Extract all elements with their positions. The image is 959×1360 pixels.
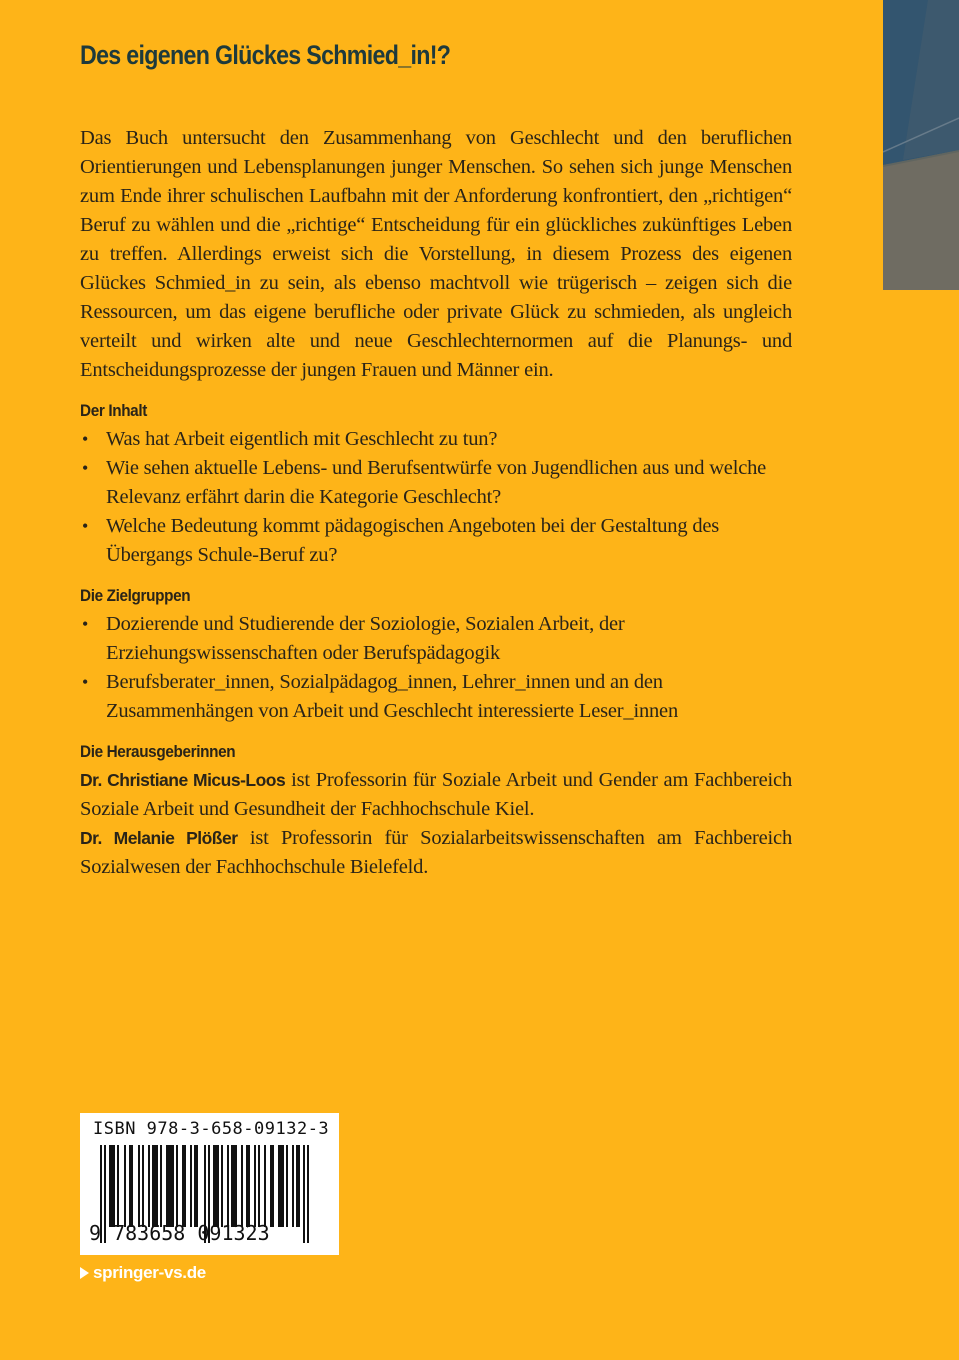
isbn-barcode [80, 1113, 339, 1255]
content-list-item: • Was hat Arbeit eigentlich mit Geschlecht zu tun? [80, 425, 792, 454]
editor-bio [80, 824, 792, 882]
back-cover-text [80, 124, 792, 882]
content-list-item: • Welche Bedeutung kommt pädagogischen Angeboten bei der Gestaltung des Übergangs Schule-Beruf zu? [80, 512, 792, 570]
cover-corner-decoration [883, 0, 959, 290]
publisher-website-link[interactable] [80, 1263, 206, 1283]
website-label: springer-vs.de [93, 1263, 206, 1282]
barcode-digits: 9 783658 091323 [89, 1221, 270, 1245]
editors-heading: Die Herausgeberinnen [80, 742, 236, 761]
content-list [80, 425, 792, 570]
audience-list-item: • Dozierende und Studierende der Soziologie, Sozialen Arbeit, der Erziehungswissenschaften oder Berufspädagogik [80, 610, 792, 668]
audience-list [80, 610, 792, 726]
play-arrow-icon [80, 1267, 89, 1279]
editor-description: ist Professorin für Sozialarbeitswissenschaften am Fachbereich Sozialwesen der Fachhochschule Bielefeld. [80, 827, 792, 878]
book-title: Des eigenen Glückes Schmied_in!? [80, 40, 451, 70]
isbn-label: ISBN 978-3-658-09132-3 [93, 1119, 330, 1139]
editor-bio [80, 766, 792, 824]
content-list-item: • Wie sehen aktuelle Lebens- und Berufsentwürfe von Jugendlichen aus und welche Relevanz erfährt darin die Kategorie Geschlecht? [80, 454, 792, 512]
editor-name: Dr. Melanie Plößer [80, 828, 238, 848]
content-heading: Der Inhalt [80, 401, 147, 420]
blurb-paragraph: Das Buch untersucht den Zusammenhang von Geschlecht und den beruflichen Orientierungen und Lebensplanungen junger Menschen. So sehen sich junge Menschen zum Ende ihrer schulischen Laufbahn mit der Anforderung konfrontiert, den „richtigen“ Beruf zu wählen und die „richtige“ Entscheidung für ein glückliches zukünftiges Leben zu treffen. Allerdings erweist sich die Vorstellung, in diesem Prozess des eigenen Glückes Schmied_in zu sein, als ebenso machtvoll wie trügerisch – zeigen sich die Ressourcen, um das eigene berufliche oder private Glück zu schmieden, als ungleich verteilt und wirken alte und neue Geschlechternormen auf die Planungs- und Entscheidungsprozesse der jungen Frauen und Männer ein. [80, 127, 792, 381]
audience-list-item: • Berufsberater_innen, Sozialpädagog_innen, Lehrer_innen und an den Zusammenhängen von Arbeit und Geschlecht interessierte Leser_innen [80, 668, 792, 726]
editor-name: Dr. Christiane Micus-Loos [80, 770, 286, 790]
audience-heading: Die Zielgruppen [80, 586, 191, 605]
editor-description: ist Professorin für Soziale Arbeit und Gender am Fachbereich Soziale Arbeit und Gesundheit der Fachhochschule Kiel. [80, 769, 793, 820]
